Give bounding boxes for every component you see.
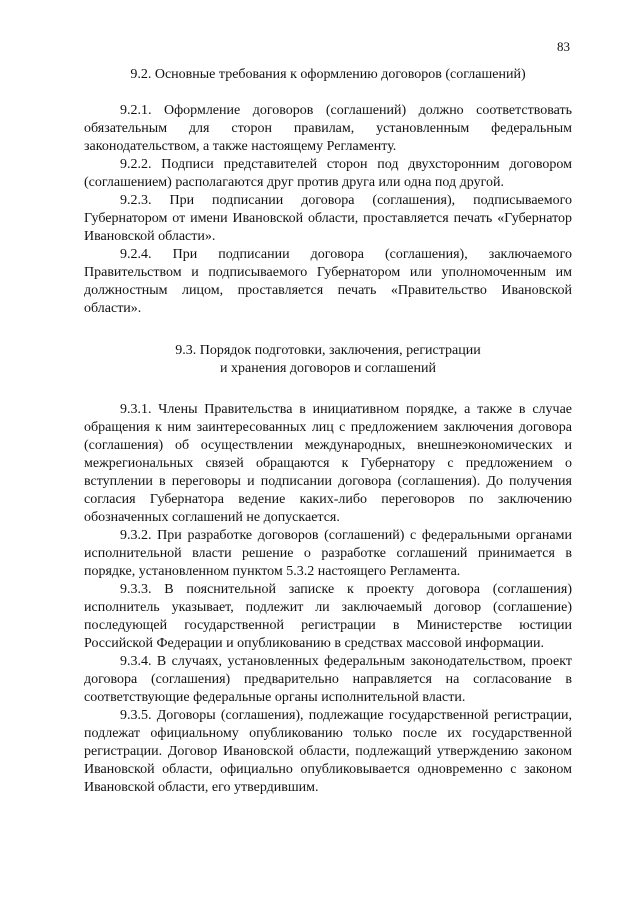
paragraph-9-2-1: 9.2.1. Оформление договоров (соглашений) должно соответствовать обязательным для сторон правилам, установленным федеральным законодательством, а также настоящему Регламенту. [84,103,572,154]
paragraph-9-2-2: 9.2.2. Подписи представителей сторон под двухсторонним договором (соглашением) располагаются друг против друга или одна под другой. [84,157,572,190]
section-9-3-title [84,342,572,378]
section-9-3-title-line2: и хранения договоров и соглашений [220,361,436,376]
paragraph-9-3-2: 9.3.2. При разработке договоров (соглашений) с федеральными органами исполнительной власти решение о разработке соглашений принимается в порядке, установленном пунктом 5.3.2 настоящего Регламента. [84,528,572,579]
paragraph-9-2-3: 9.2.3. При подписании договора (соглашения), подписываемого Губернатором от имени Ивановской области, проставляется печать «Губернатор Ивановской области». [84,193,572,244]
paragraph-9-3-1: 9.3.1. Члены Правительства в инициативном порядке, а также в случае обращения к ним заинтересованных лиц с предложением заключения договора (соглашения) об осуществлении международных, внешнеэкономических и межрегиональных связей обращаются к Губернатору с предложением о вступлении в переговоры и подписании договора (соглашения). До получения согласия Губернатора ведение каких-либо переговоров по заключению обозначенных соглашений не допускается. [84,402,572,525]
paragraph-9-3-3: 9.3.3. В пояснительной записке к проекту договора (соглашения) исполнитель указывает, подлежит ли заключаемый договор (соглашение) последующей государственной регистрации в Министерстве юстиции Российской Федерации и опубликованию в средствах массовой информации. [84,582,572,651]
paragraph-9-3-5: 9.3.5. Договоры (соглашения), подлежащие государственной регистрации, подлежат официальному опубликованию только после их государственной регистрации. Договор Ивановской области, подлежащий утверждению законом Ивановской области, официально опубликовывается одновременно с законом Ивановской области, его утвердившим. [84,708,572,795]
paragraph-9-2-4: 9.2.4. При подписании договора (соглашения), заключаемого Правительством и подписываемого Губернатором или уполномоченным им должностным лицом, проставляется печать «Правительство Ивановской области». [84,247,572,316]
paragraph-9-3-4: 9.3.4. В случаях, установленных федеральным законодательством, проект договора (соглашения) предварительно направляется на согласование в соответствующие федеральные органы исполнительной власти. [84,654,572,705]
section-9-2-title: 9.2. Основные требования к оформлению договоров (соглашений) [130,67,526,82]
section-9-3-title-line1: 9.3. Порядок подготовки, заключения, регистрации [175,343,481,358]
page-number: 83 [557,39,570,54]
document-body [84,66,572,797]
